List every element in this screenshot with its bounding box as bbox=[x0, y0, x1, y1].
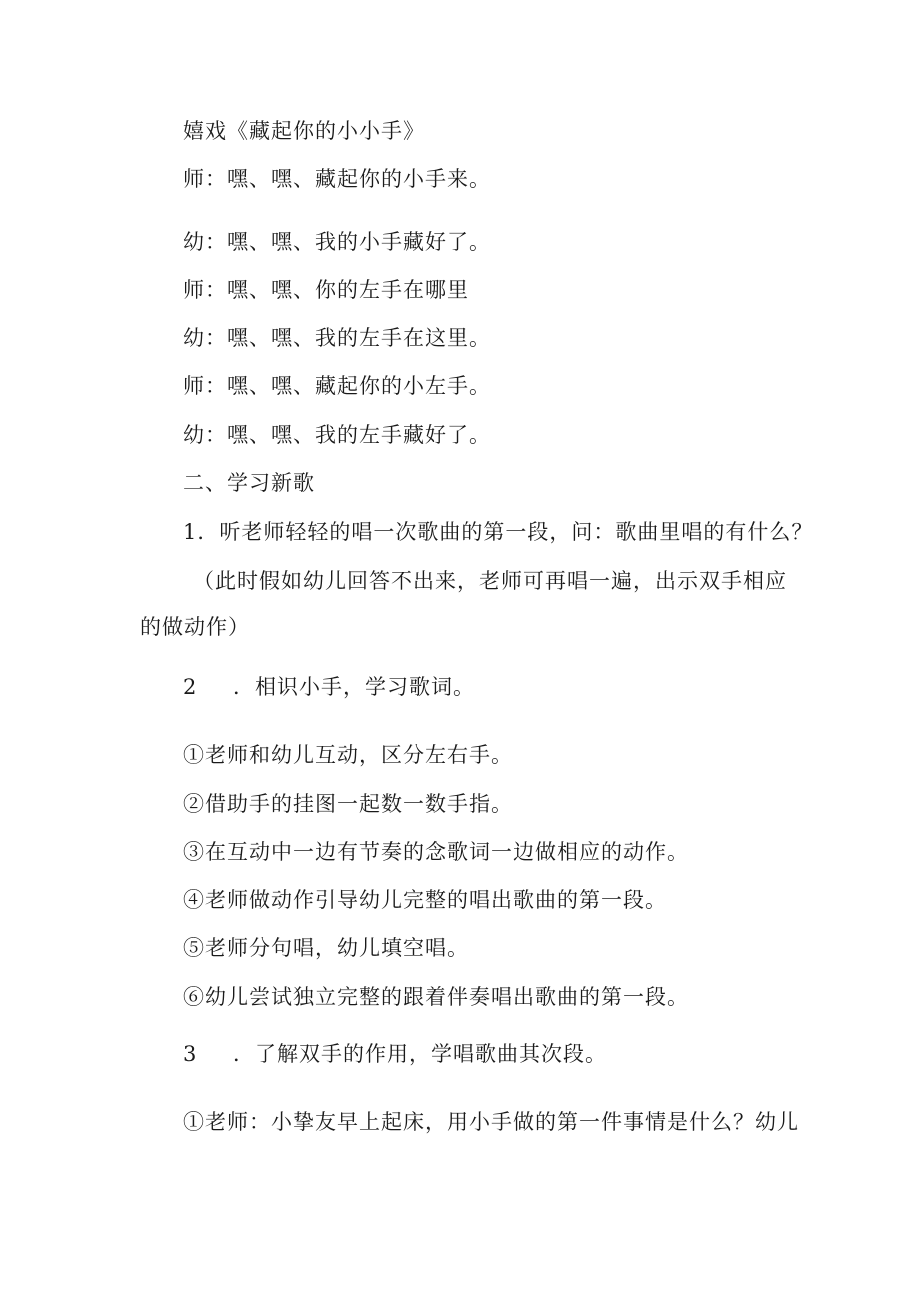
sub-item: ①老师和幼儿互动，区分左右手。 bbox=[183, 743, 513, 767]
step-text: ．相识小手，学习歌词。 bbox=[233, 675, 475, 699]
sub-item: ⑤老师分句唱，幼儿填空唱。 bbox=[183, 936, 469, 960]
sub-item: ①老师：小挚友早上起床，用小手做的第一件事情是什么？幼儿 bbox=[183, 1110, 799, 1134]
dialogue-line: 师：嘿、嘿、藏起你的小手来。 bbox=[183, 167, 491, 191]
dialogue-line: 幼：嘿、嘿、我的小手藏好了。 bbox=[183, 230, 491, 254]
step-1: 1．听老师轻轻的唱一次歌曲的第一段，问：歌曲里唱的有什么？ bbox=[183, 520, 814, 544]
paragraph-line: （此时假如幼儿回答不出来，老师可再唱一遍，出示双手相应 bbox=[193, 569, 787, 593]
paragraph-line: 的做动作） bbox=[140, 615, 250, 639]
dialogue-line: 幼：嘿、嘿、我的左手藏好了。 bbox=[183, 423, 491, 447]
step-number: 3 bbox=[183, 1042, 198, 1066]
sub-item: ②借助手的挂图一起数一数手指。 bbox=[183, 792, 513, 816]
section-heading: 二、学习新歌 bbox=[183, 471, 315, 495]
dialogue-line: 师：嘿、嘿、藏起你的小左手。 bbox=[183, 374, 491, 398]
sub-item: ④老师做动作引导幼儿完整的唱出歌曲的第一段。 bbox=[183, 888, 667, 912]
sub-item: ⑥幼儿尝试独立完整的跟着伴奏唱出歌曲的第一段。 bbox=[183, 985, 689, 1009]
step-3 bbox=[183, 1040, 607, 1068]
step-text: ．了解双手的作用，学唱歌曲其次段。 bbox=[233, 1042, 607, 1066]
step-number: 2 bbox=[183, 675, 198, 699]
dialogue-line: 师：嘿、嘿、你的左手在哪里 bbox=[183, 278, 469, 302]
sub-item: ③在互动中一边有节奏的念歌词一边做相应的动作。 bbox=[183, 840, 689, 864]
game-title: 嬉戏《藏起你的小小手》 bbox=[183, 119, 425, 143]
dialogue-line: 幼：嘿、嘿、我的左手在这里。 bbox=[183, 326, 491, 350]
step-2 bbox=[183, 673, 475, 701]
